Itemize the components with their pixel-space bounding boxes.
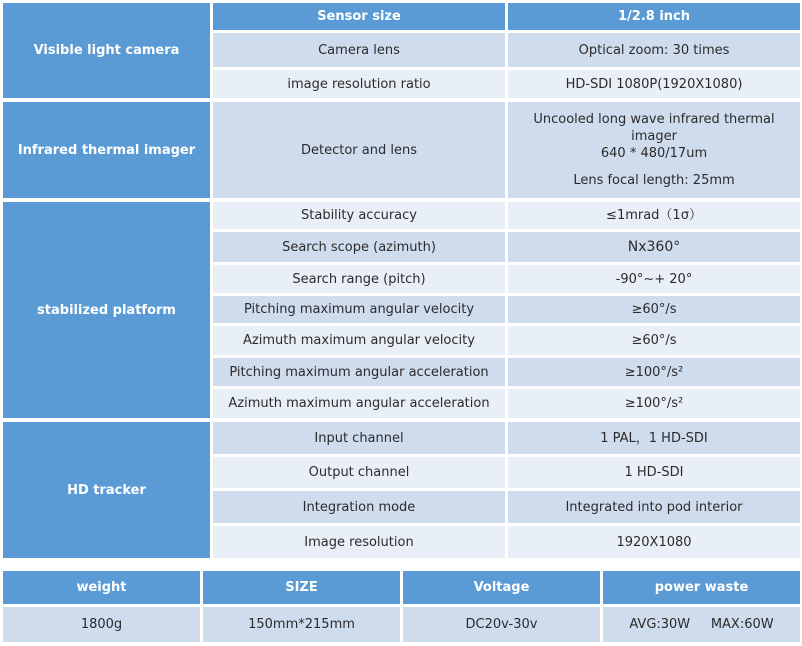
- param-output-channel: Output channel: [213, 457, 505, 488]
- value-sensor-size: 1/2.8 inch: [508, 3, 800, 30]
- value-pitching-max-angular-velocity: ≥60°/s: [508, 296, 800, 323]
- param-stability-accuracy: Stability accuracy: [213, 202, 505, 229]
- param-search-range-pitch: Search range (pitch): [213, 265, 505, 293]
- value-search-scope-azimuth: Nx360°: [508, 232, 800, 262]
- header-power-waste: power waste: [603, 571, 800, 604]
- value-stability-accuracy: ≤1mrad（1σ）: [508, 202, 800, 229]
- value-image-resolution: 1920X1080: [508, 526, 800, 558]
- value-pitching-max-angular-acceleration: ≥100°/s²: [508, 358, 800, 386]
- detector-resolution: 640 * 480/17um: [600, 146, 708, 161]
- category-visible-light-camera: Visible light camera: [3, 3, 210, 98]
- detector-type: Uncooled long wave infrared thermal imager: [533, 112, 775, 144]
- param-image-resolution: Image resolution: [213, 526, 505, 558]
- value-camera-lens: Optical zoom: 30 times: [508, 33, 800, 67]
- param-input-channel: Input channel: [213, 422, 505, 454]
- param-image-resolution-ratio: image resolution ratio: [213, 70, 505, 98]
- value-size: 150mm*215mm: [203, 607, 400, 642]
- param-sensor-size: Sensor size: [213, 3, 505, 30]
- header-weight: weight: [3, 571, 200, 604]
- value-input-channel: 1 PAL，1 HD-SDI: [508, 422, 800, 454]
- param-camera-lens: Camera lens: [213, 33, 505, 67]
- value-power-waste: AVG:30W MAX:60W: [603, 607, 800, 642]
- value-azimuth-max-angular-acceleration: ≥100°/s²: [508, 389, 800, 418]
- value-integration-mode: Integrated into pod interior: [508, 491, 800, 523]
- param-azimuth-max-angular-acceleration: Azimuth maximum angular acceleration: [213, 389, 505, 418]
- value-weight: 1800g: [3, 607, 200, 642]
- value-detector-and-lens: [508, 102, 800, 198]
- param-integration-mode: Integration mode: [213, 491, 505, 523]
- header-voltage: Voltage: [403, 571, 600, 604]
- param-search-scope-azimuth: Search scope (azimuth): [213, 232, 505, 262]
- category-stabilized-platform: stabilized platform: [3, 202, 210, 418]
- value-output-channel: 1 HD-SDI: [508, 457, 800, 488]
- header-size: SIZE: [203, 571, 400, 604]
- value-azimuth-max-angular-velocity: ≥60°/s: [508, 326, 800, 355]
- param-pitching-max-angular-velocity: Pitching maximum angular velocity: [213, 296, 505, 323]
- param-azimuth-max-angular-velocity: Azimuth maximum angular velocity: [213, 326, 505, 355]
- category-hd-tracker: HD tracker: [3, 422, 210, 558]
- lens-focal-length: Lens focal length: 25mm: [573, 173, 735, 188]
- category-infrared-thermal-imager: Infrared thermal imager: [3, 102, 210, 198]
- value-image-resolution-ratio: HD-SDI 1080P(1920X1080): [508, 70, 800, 98]
- param-pitching-max-angular-acceleration: Pitching maximum angular acceleration: [213, 358, 505, 386]
- value-voltage: DC20v-30v: [403, 607, 600, 642]
- param-detector-and-lens: Detector and lens: [213, 102, 505, 198]
- value-search-range-pitch: -90°~+ 20°: [508, 265, 800, 293]
